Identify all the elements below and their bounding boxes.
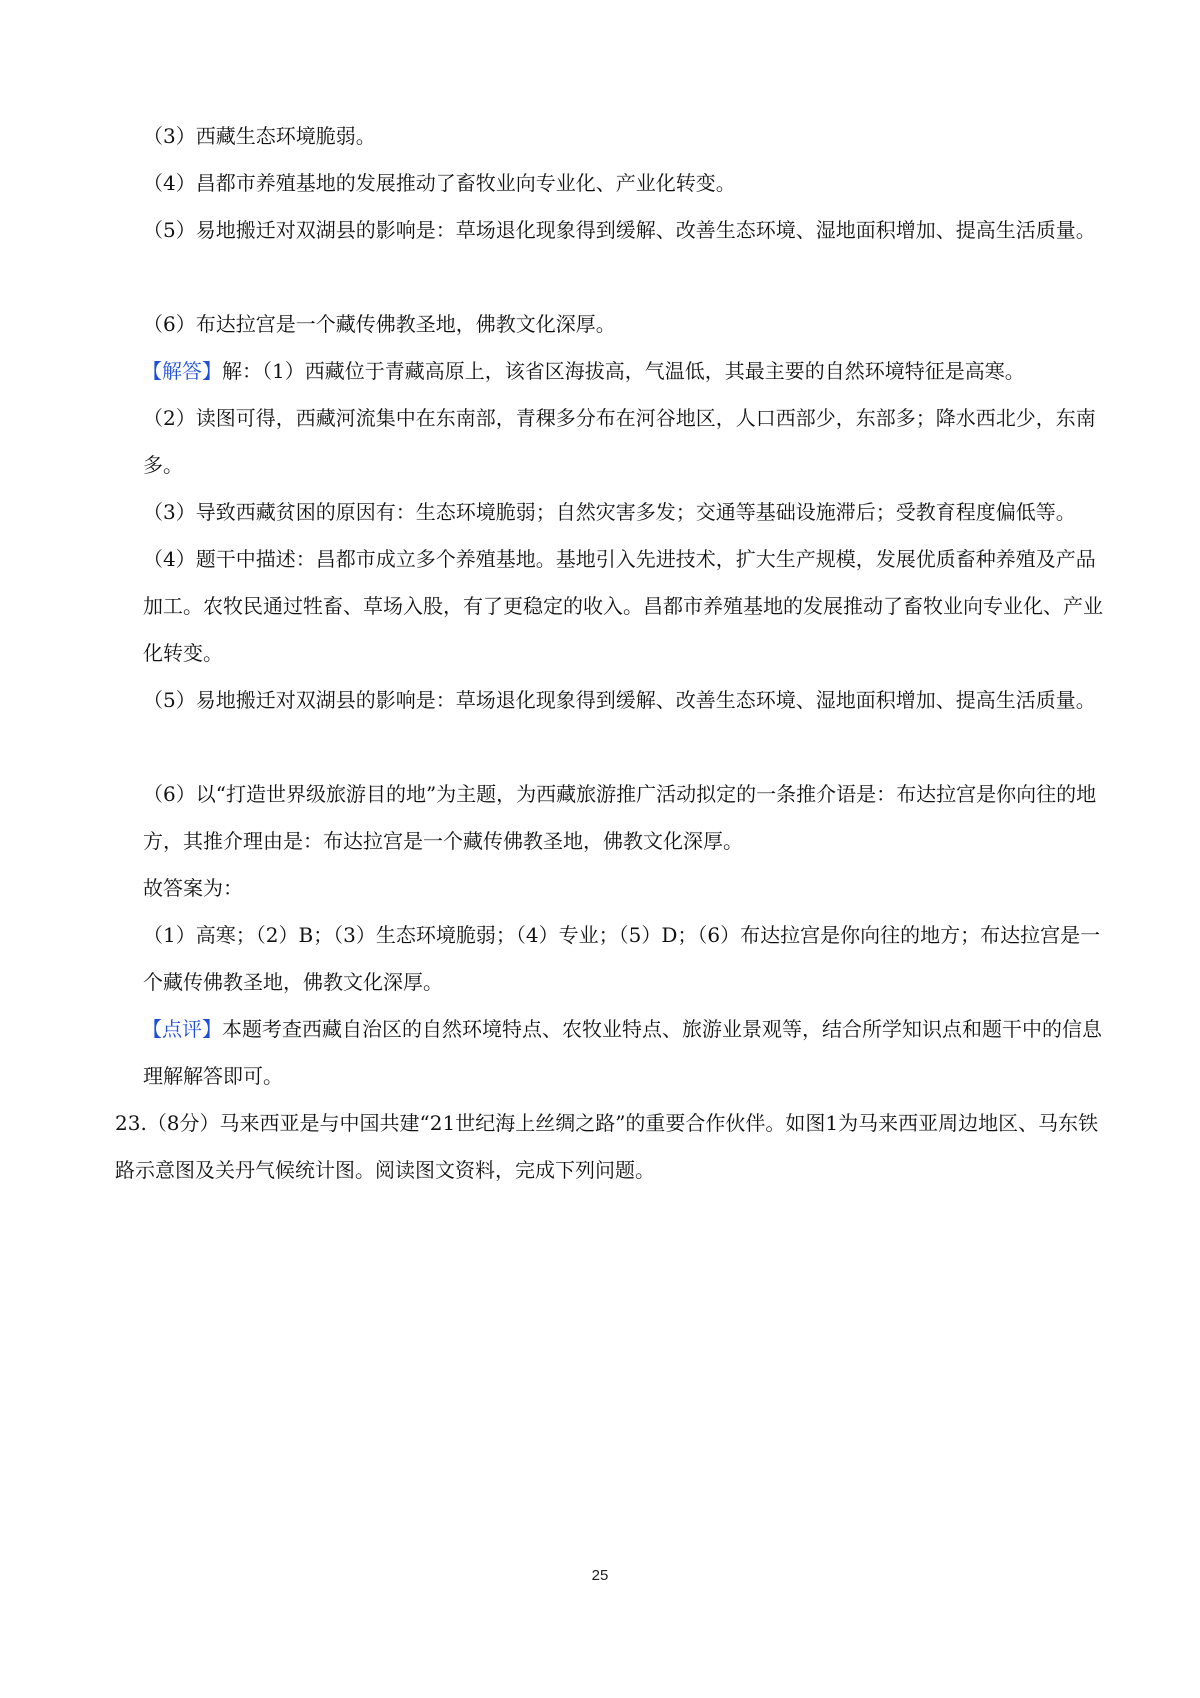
answer-conclusion: （1）高寒；（2）B；（3）生态环境脆弱；（4）专业；（5）D；（6）布达拉宫是你向往的地方；布达拉宫是一个藏传佛教圣地，佛教文化深厚。 (143, 923, 1101, 994)
answer-intro-text: 解：（1）西藏位于青藏高原上，该省区海拔高，气温低，其最主要的自然环境特征是高寒。 (222, 359, 1025, 383)
answer-item-2: （2）读图可得，西藏河流集中在东南部，青稞多分布在河谷地区，人口西部少，东部多；降水西北少，东南多。 (143, 406, 1096, 477)
answer-label: 【解答】 (142, 359, 222, 383)
answer-intro (143, 348, 1103, 395)
answer-item-6: （6）以“打造世界级旅游目的地”为主题，为西藏旅游推广活动拟定的一条推介语是：布达拉宫是你向往的地方，其推介理由是：布达拉宫是一个藏传佛教圣地，佛教文化深厚。 (143, 782, 1097, 853)
review (143, 1006, 1103, 1100)
answer-conclusion-label: 故答案为： (143, 876, 243, 900)
answer-item-4: （4）题干中描述：昌都市成立多个养殖基地。基地引入先进技术，扩大生产规模，发展优质畜种养殖及产品加工。农牧民通过牲畜、草场入股，有了更稳定的收入。昌都市养殖基地的发展推动了畜牧业向专业化、产业化转变。 (143, 547, 1103, 665)
answer-item-3: （3）导致西藏贫困的原因有：生态环境脆弱；自然灾害多发；交通等基础设施滞后；受教育程度偏低等。 (143, 500, 1076, 524)
review-label: 【点评】 (142, 1017, 222, 1041)
question-number: 23. (115, 1111, 147, 1135)
question-23 (115, 1100, 1103, 1194)
summary-item-5: （5）易地搬迁对双湖县的影响是：草场退化现象得到缓解、改善生态环境、湿地面积增加、提高生活质量。 (143, 218, 1096, 242)
page-number: 25 (591, 1567, 609, 1584)
summary-item-3: （3）西藏生态环境脆弱。 (143, 124, 376, 148)
question-text: （8分）马来西亚是与中国共建“21世纪海上丝绸之路”的重要合作伙伴。如图1为马来西亚周边地区、马东铁路示意图及关丹气候统计图。阅读图文资料，完成下列问题。 (115, 1111, 1099, 1182)
answer-item-5: （5）易地搬迁对双湖县的影响是：草场退化现象得到缓解、改善生态环境、湿地面积增加、提高生活质量。 (143, 688, 1096, 712)
summary-item-4: （4）昌都市养殖基地的发展推动了畜牧业向专业化、产业化转变。 (143, 171, 736, 195)
review-text: 本题考查西藏自治区的自然环境特点、农牧业特点、旅游业景观等，结合所学知识点和题干中的信息理解解答即可。 (143, 1017, 1102, 1088)
summary-item-6: （6）布达拉宫是一个藏传佛教圣地，佛教文化深厚。 (143, 312, 616, 336)
